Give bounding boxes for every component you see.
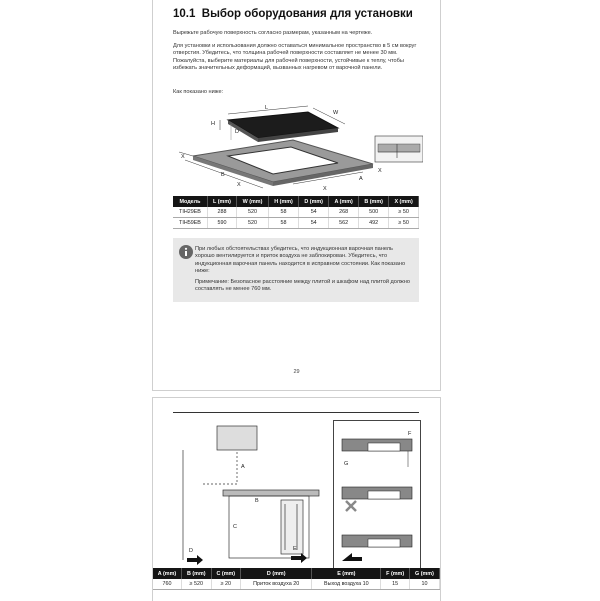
table-cell: 54 (299, 218, 329, 229)
worktop-drawing (193, 140, 373, 186)
detail-ok-bottom (338, 521, 416, 565)
table-cell: 590 (207, 218, 236, 229)
label-W: W (333, 110, 339, 116)
label-F: F (408, 431, 412, 437)
column-header: Модель (173, 196, 207, 207)
table-cell: ≥ 50 (389, 218, 419, 229)
column-header: B (mm) (359, 196, 389, 207)
label-X-front: X (237, 182, 241, 188)
column-header: L (mm) (207, 196, 236, 207)
header-rule (173, 412, 419, 413)
table-row (173, 207, 419, 218)
safety-distance-note: Примечание: Безопасное расстояние между плитой и шкафом над плитой должно составлять не менее 760 мм. (195, 279, 410, 293)
column-header: W (mm) (237, 196, 269, 207)
column-header: E (mm) (312, 568, 381, 579)
info-icon (178, 244, 194, 260)
column-header: C (mm) (211, 568, 241, 579)
table-cell: TIH29EB (173, 207, 207, 218)
page-number: 29 (293, 369, 300, 375)
label-L: L (265, 105, 269, 111)
table-cell: ≥ 50 (389, 207, 419, 218)
column-header: X (mm) (389, 196, 419, 207)
label-X-right: X (378, 168, 382, 174)
column-header: F (mm) (381, 568, 410, 579)
table-cell: ≥ 20 (211, 579, 241, 590)
label-A: A (241, 464, 245, 470)
label-E: E (293, 546, 297, 552)
hob-drawing (228, 112, 338, 142)
table-cell: 58 (268, 207, 298, 218)
table-cell: 288 (207, 207, 236, 218)
label-X-bottom: X (323, 186, 327, 192)
instruction-clearance: Для установки и использования должно оставаться минимальное пространство в 5 см вокруг отверстия. Убедитесь, что толщина рабочей поверхности составляет не менее 30 мм. Пожалуйста, выберите материалы для рабочей поверхности, устойчивые к теплу, чтобы избежать значительных деформаций, вызванных нагревом от варочной панели. (173, 43, 417, 72)
label-C: C (233, 524, 237, 530)
ventilation-diagram (173, 420, 321, 568)
instruction-as-shown: Как показано ниже: (173, 89, 224, 95)
table-cell: 520 (237, 207, 269, 218)
label-G: G (344, 461, 349, 467)
column-header: G (mm) (409, 568, 439, 579)
edge-detail-inset (375, 136, 423, 162)
manual-page-29 (152, 0, 441, 391)
column-header: B (mm) (181, 568, 211, 579)
column-header: D (mm) (241, 568, 312, 579)
column-header: A (mm) (153, 568, 181, 579)
ventilation-table (153, 568, 440, 590)
column-header: H (mm) (268, 196, 298, 207)
section-heading (173, 8, 413, 20)
column-header: A (mm) (329, 196, 359, 207)
label-B: B (255, 498, 259, 504)
table-cell: 54 (299, 207, 329, 218)
table-cell: 58 (268, 218, 298, 229)
section-number: 10.1 (173, 8, 196, 20)
label-A: A (359, 176, 363, 182)
label-D: D (235, 129, 239, 135)
cutout-diagram (173, 100, 423, 192)
cross-icon (346, 501, 356, 511)
clearance-details (333, 420, 421, 570)
section-title: Выбор оборудования для установки (201, 8, 413, 20)
instruction-cut: Вырежьте рабочую поверхность согласно размерам, указанным на чертеже. (173, 30, 373, 36)
table-cell: TIH59EB (173, 218, 207, 229)
table-cell: 10 (409, 579, 439, 590)
table-cell: 492 (359, 218, 389, 229)
table-cell: 268 (329, 207, 359, 218)
table-row (173, 218, 419, 229)
detail-wrong (338, 473, 416, 517)
ventilation-note-box (173, 238, 419, 302)
detail-ok-top (338, 425, 416, 469)
label-X-left: X (181, 154, 185, 160)
table-cell: ≥ 520 (181, 579, 211, 590)
table-cell: Выход воздуха 10 (312, 579, 381, 590)
table-cell: 760 (153, 579, 181, 590)
table-cell: 562 (329, 218, 359, 229)
label-H: H (211, 121, 215, 127)
label-B: B (221, 172, 225, 178)
column-header: D (mm) (299, 196, 329, 207)
table-cell: Приток воздуха 20 (241, 579, 312, 590)
table-cell: 15 (381, 579, 410, 590)
manual-page-30 (152, 397, 441, 601)
table-cell: 500 (359, 207, 389, 218)
table-row (153, 579, 440, 590)
dimensions-table (173, 196, 419, 229)
label-D: D (189, 548, 193, 554)
table-cell: 520 (237, 218, 269, 229)
ventilation-note-text: При любых обстоятельствах убедитесь, что индукционная варочная панель хорошо вентилируется и приток воздуха не заблокирован. Убедитесь, что индукционная варочная панель находится в исправном состоянии. Как показано ниже: (195, 246, 406, 275)
